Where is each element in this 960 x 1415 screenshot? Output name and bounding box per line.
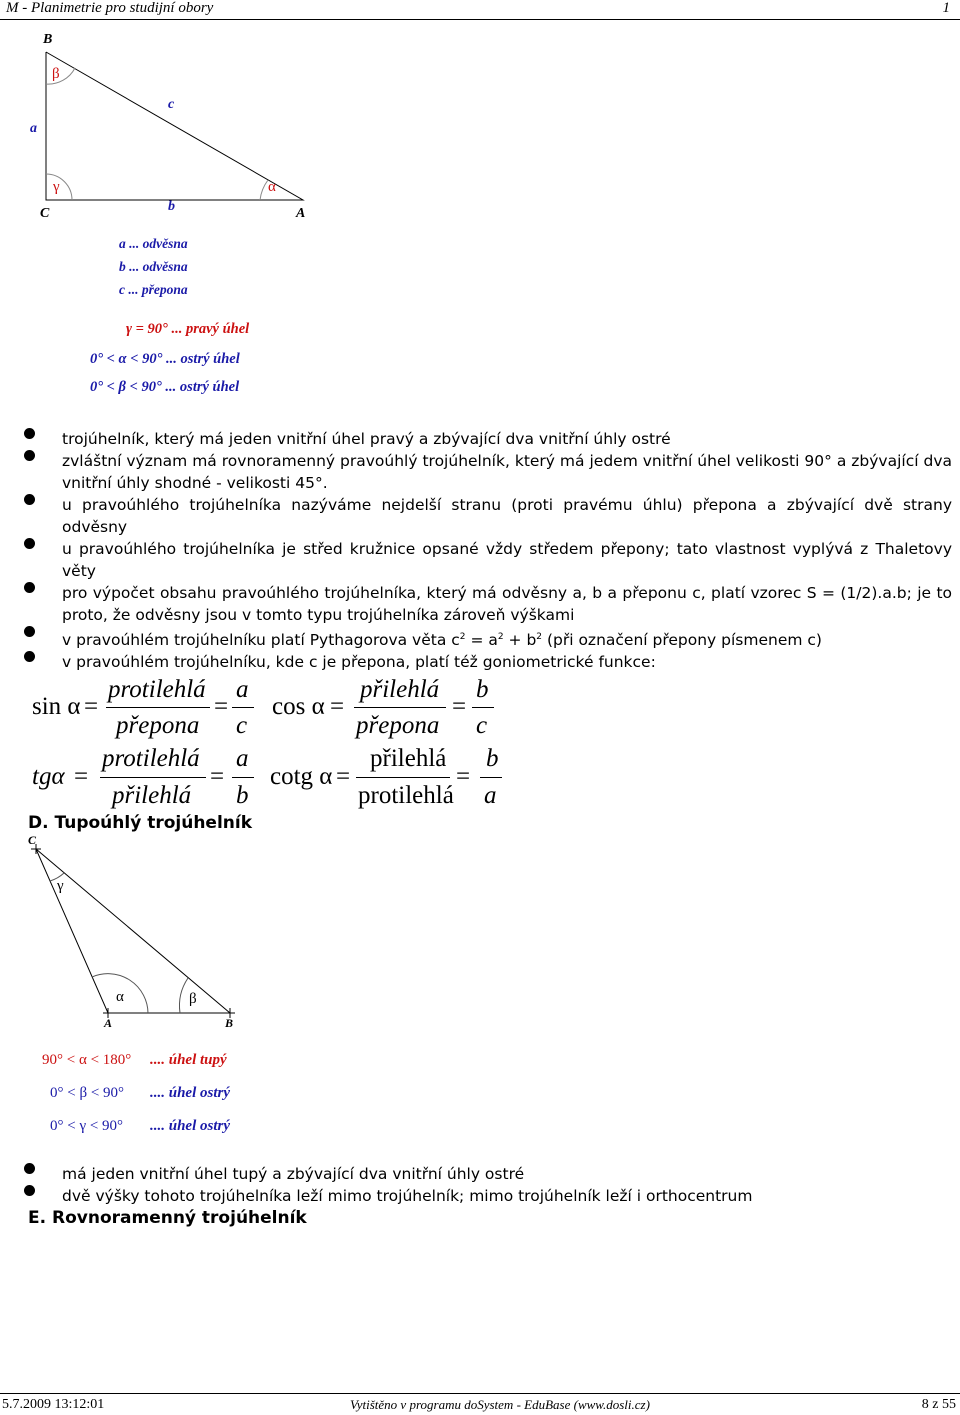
angle-beta-label: β	[52, 66, 60, 82]
side-b-label: b	[168, 199, 175, 214]
angle-beta-desc: .... úhel ostrý	[150, 1085, 231, 1101]
list-item: u pravoúhlého trojúhelníka je střed kružnice opsané vždy středem přepony; tato vlastnost vyplývá z Thaletovy věty	[0, 538, 960, 582]
angle-alpha-label: α	[116, 989, 124, 1005]
vertex-b-label: B	[43, 32, 53, 47]
bullet-dot	[24, 651, 35, 662]
bullet-dot	[24, 450, 35, 461]
equals-sign: =	[452, 693, 467, 720]
fraction-bar	[232, 777, 254, 778]
obtuse-triangle-properties	[0, 1163, 960, 1207]
bullet-dot	[24, 626, 35, 637]
side-a-label: a	[30, 121, 37, 136]
page-header	[6, 0, 950, 18]
cos-numerator: přilehlá	[360, 676, 440, 703]
header-page-number: 1	[942, 0, 950, 16]
angle-gamma-label: γ	[53, 179, 60, 195]
sin-denominator: přepona	[116, 712, 200, 739]
equals-sign: =	[74, 763, 89, 790]
obtuse-triangle-figure	[24, 833, 254, 1029]
sin-symbol: sin α	[32, 693, 81, 720]
equals-sign: =	[84, 693, 99, 720]
legend-item: b ... odvěsna	[119, 259, 188, 274]
footer-divider	[0, 1393, 960, 1394]
angle-alpha-label: α	[268, 179, 276, 195]
equals-sign: =	[336, 763, 351, 790]
list-item: trojúhelník, který má jeden vnitřní úhel pravý a zbývající dva vnitřní úhly ostré	[0, 428, 960, 450]
cotg-denominator: protilehlá	[358, 782, 454, 809]
tg-denominator: přilehlá	[112, 782, 192, 809]
footer-printed-by: Vytištěno v programu doSystem - EduBase (www.dosli.cz)	[350, 1397, 650, 1412]
fraction-bar	[100, 777, 206, 778]
angle-beta-cond: 0° < β < 90°	[50, 1085, 125, 1101]
angle-gamma-label: γ	[57, 878, 64, 894]
tg-num-short: a	[236, 745, 249, 772]
right-triangle-figure	[28, 28, 328, 220]
right-triangle-properties	[0, 428, 960, 673]
bullet-dot	[24, 582, 35, 593]
sides-legend	[119, 232, 188, 301]
fraction-bar	[480, 777, 502, 778]
cotg-numerator: přilehlá	[370, 745, 447, 772]
fraction-bar	[356, 777, 450, 778]
fraction-bar	[354, 707, 446, 708]
vertex-a-label: A	[296, 206, 306, 220]
angle-obtuse-desc: .... úhel tupý	[150, 1052, 227, 1068]
vertex-b-label: B	[225, 1016, 234, 1029]
angle-gamma-cond: 0° < γ < 90°	[50, 1118, 124, 1134]
cos-num-short: b	[476, 676, 489, 703]
cos-den-short: c	[476, 712, 488, 739]
angle-alpha-line: 0° < α < 90° ... ostrý úhel	[90, 351, 240, 367]
sin-den-short: c	[236, 712, 248, 739]
list-item: má jeden vnitřní úhel tupý a zbývající dva vnitřní úhly ostré	[0, 1163, 960, 1185]
list-item: dvě výšky tohoto trojúhelníka leží mimo trojúhelník; mimo trojúhelník leží i orthocentrum	[0, 1185, 960, 1207]
fraction-bar	[106, 707, 210, 708]
vertex-c-label: C	[28, 833, 37, 847]
vertex-a-label: A	[104, 1016, 113, 1029]
tg-symbol: tgα	[32, 763, 65, 790]
sin-numerator: protilehlá	[108, 676, 206, 703]
fraction-bar	[232, 707, 254, 708]
bullet-dot	[24, 1185, 35, 1196]
angle-beta-line: 0° < β < 90° ... ostrý úhel	[90, 379, 240, 395]
bullet-dot	[24, 494, 35, 505]
cos-symbol: cos α	[272, 693, 325, 720]
cos-denominator: přepona	[356, 712, 440, 739]
cotg-symbol: cotg α	[270, 763, 333, 790]
angle-obtuse-cond: 90° < α < 180°	[42, 1052, 132, 1068]
footer-page: 8 z 55	[921, 1397, 956, 1412]
sin-num-short: a	[236, 676, 249, 703]
bullet-dot	[24, 538, 35, 549]
header-divider	[0, 19, 960, 20]
angle-beta-arc	[46, 68, 75, 84]
pythagoras-item: v pravoúhlém trojúhelníku platí Pythagorova věta $c^2 = a^2 + b^2$ (při označení přepony písmenem c)	[0, 626, 960, 651]
bullet-dot	[24, 428, 35, 439]
angle-beta-label: β	[189, 991, 197, 1007]
cotg-den-short: a	[484, 782, 497, 809]
list-item: zvláštní význam má rovnoramenný pravoúhlý trojúhelník, který má jedem vnitřní úhel velikosti 90° a zbývající dva vnitřní úhly shodné - velikosti 45°.	[0, 450, 960, 494]
fraction-bar	[472, 707, 494, 708]
legend-item: a ... odvěsna	[119, 236, 188, 251]
equals-sign: =	[456, 763, 471, 790]
list-item: v pravoúhlém trojúhelníku, kde c je přepona, platí též goniometrické funkce:	[0, 651, 960, 673]
vertex-c-label: C	[40, 206, 50, 220]
side-c-label: c	[168, 97, 175, 112]
angle-gamma-desc: .... úhel ostrý	[150, 1118, 231, 1134]
equals-sign: =	[214, 693, 229, 720]
tg-den-short: b	[236, 782, 249, 809]
section-heading-d: D. Tupoúhlý trojúhelník	[28, 813, 253, 833]
header-title: M - Planimetrie pro studijní obory	[6, 0, 214, 16]
legend-item: c ... přepona	[119, 282, 188, 297]
tg-numerator: protilehlá	[102, 745, 200, 772]
list-item: pro výpočet obsahu pravoúhlého trojúhelníka, který má odvěsny a, b a přeponu c, platí vzorec S = (1/2).a.b; je to proto, že odvěsny jsou v tomto typu trojúhelníka zároveň výškami	[0, 582, 960, 626]
cotg-num-short: b	[486, 745, 499, 772]
angle-right-line: γ = 90° ... pravý úhel	[126, 321, 250, 337]
bullet-dot	[24, 1163, 35, 1174]
equals-sign: =	[330, 693, 345, 720]
angle-alpha-arc	[260, 180, 268, 200]
equals-sign: =	[210, 763, 225, 790]
section-heading-e: E. Rovnoramenný trojúhelník	[28, 1208, 307, 1228]
list-item: u pravoúhlého trojúhelníka nazýváme nejdelší stranu (proti pravému úhlu) přepona a zbývající dvě strany odvěsny	[0, 494, 960, 538]
footer-date: 5.7.2009 13:12:01	[2, 1397, 105, 1412]
